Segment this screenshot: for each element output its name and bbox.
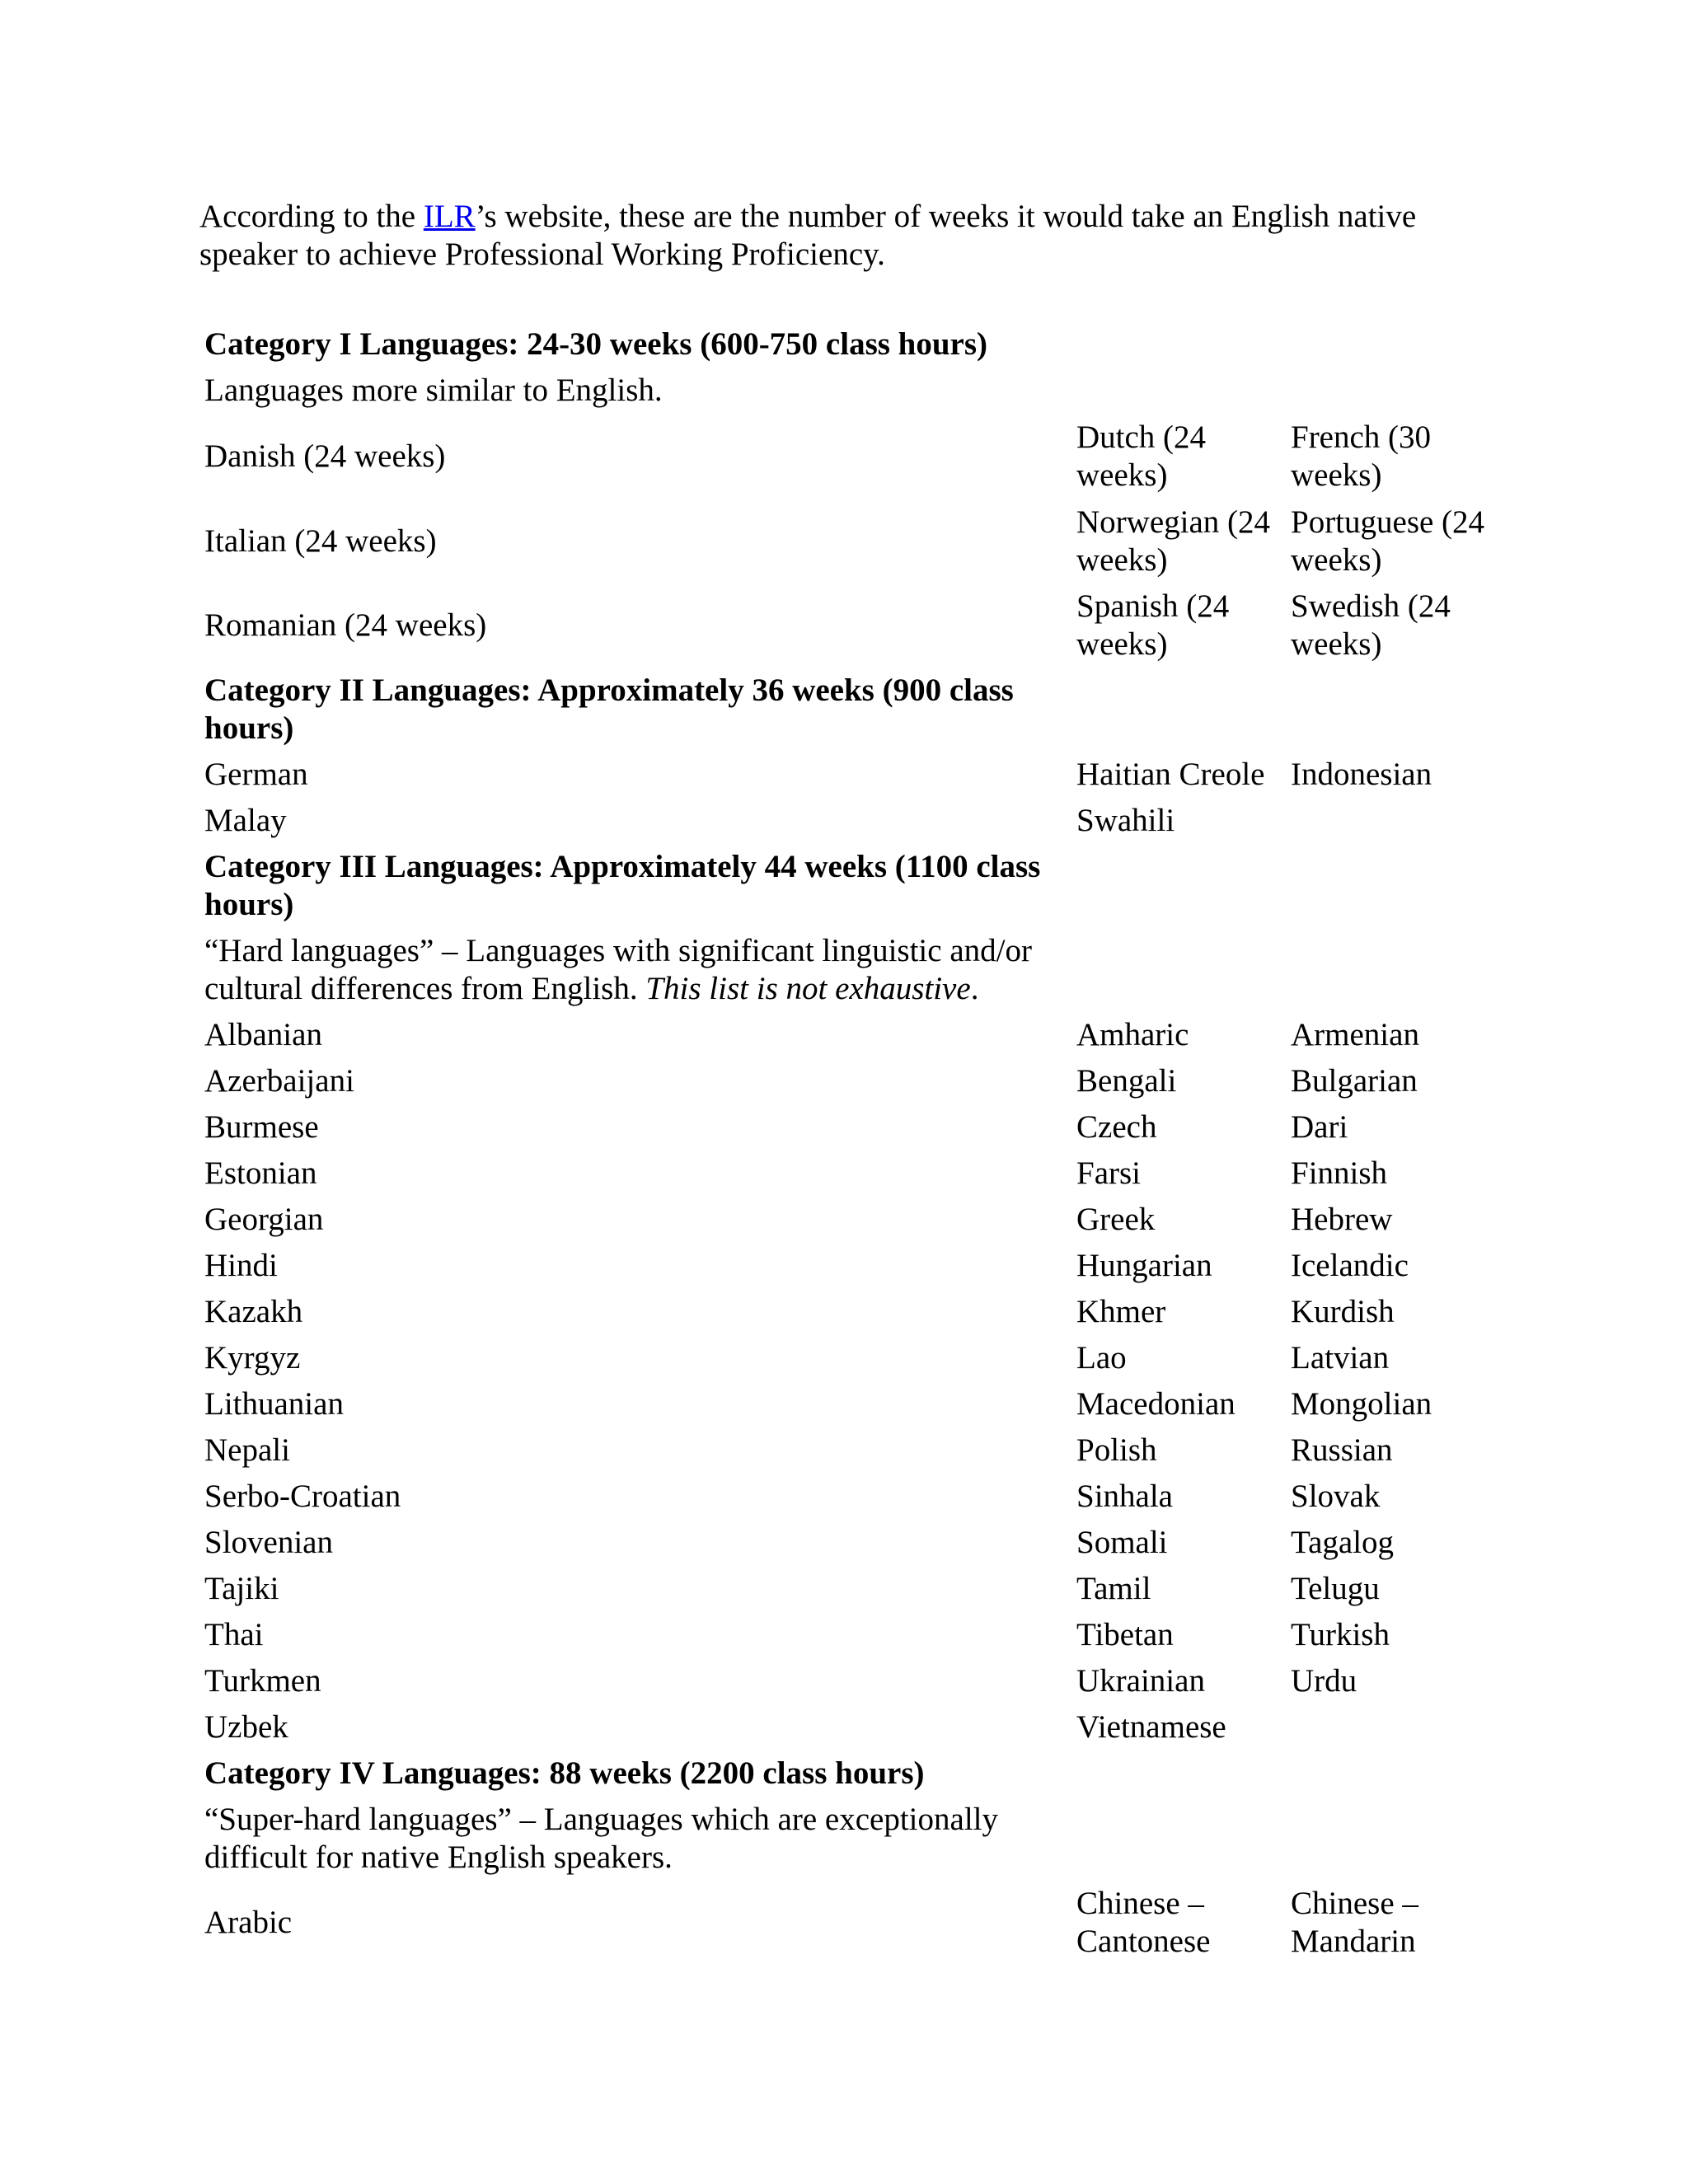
language-cell: Estonian — [204, 1155, 317, 1191]
category-1-heading: Category I Languages: 24-30 weeks (600-750 class hours) — [204, 326, 988, 362]
language-cell: Serbo-Croatian — [204, 1479, 401, 1514]
table-row — [198, 1381, 1490, 1427]
language-cell: Mongolian — [1291, 1386, 1432, 1422]
intro-paragraph — [199, 198, 1518, 274]
language-cell: Dutch (24 weeks) — [1076, 419, 1207, 493]
category-2-heading: Category II Languages: Approximately 36 weeks (900 class hours) — [204, 673, 1014, 746]
category-note-row — [198, 1797, 1490, 1881]
language-categories-table — [198, 321, 1490, 1965]
ilr-link[interactable]: ILR — [423, 199, 476, 234]
language-cell: Khmer — [1076, 1294, 1166, 1329]
table-row — [198, 1289, 1490, 1335]
language-cell: Telugu — [1291, 1571, 1380, 1606]
language-cell: Romanian (24 weeks) — [204, 607, 487, 643]
language-cell: Somali — [1076, 1525, 1168, 1560]
language-cell: Burmese — [204, 1109, 319, 1145]
language-cell: Lao — [1076, 1340, 1127, 1376]
language-cell: Kazakh — [204, 1294, 303, 1329]
language-cell: Greek — [1076, 1202, 1156, 1237]
category-3-note-end: . — [970, 971, 979, 1006]
language-cell: Tajiki — [204, 1571, 279, 1606]
language-cell: Malay — [204, 803, 287, 838]
category-heading-row — [198, 668, 1490, 752]
language-cell: Sinhala — [1076, 1479, 1173, 1514]
table-row — [198, 1058, 1490, 1104]
table-row — [198, 1474, 1490, 1520]
table-row — [198, 1704, 1490, 1750]
category-note-row — [198, 928, 1490, 1012]
language-cell — [1284, 1704, 1490, 1750]
language-cell: Chinese – Cantonese — [1076, 1886, 1211, 1959]
category-heading-row — [198, 844, 1490, 928]
language-cell: Tamil — [1076, 1571, 1151, 1606]
table-row — [198, 1104, 1490, 1151]
category-4-note: “Super-hard languages” – Languages which are exceptionally difficult for native English speakers. — [204, 1802, 998, 1875]
language-cell: Tagalog — [1291, 1525, 1395, 1560]
language-cell: Thai — [204, 1617, 264, 1652]
language-cell: Turkish — [1291, 1617, 1390, 1652]
table-row — [198, 1520, 1490, 1566]
category-note-row — [198, 368, 1490, 414]
language-cell: Dari — [1291, 1109, 1348, 1145]
table-row — [198, 752, 1490, 798]
table-row — [198, 1243, 1490, 1289]
table-row — [198, 1427, 1490, 1474]
language-cell: Slovenian — [204, 1525, 333, 1560]
language-cell: Italian (24 weeks) — [204, 523, 437, 559]
table-row — [198, 1881, 1490, 1965]
category-heading-row — [198, 1750, 1490, 1797]
category-3-heading: Category III Languages: Approximately 44 weeks (1100 class hours) — [204, 849, 1041, 922]
language-cell: Finnish — [1291, 1155, 1388, 1191]
language-cell: Ukrainian — [1076, 1663, 1205, 1699]
category-heading-row — [198, 321, 1490, 368]
language-cell: Tibetan — [1076, 1617, 1174, 1652]
language-cell: Turkmen — [204, 1663, 321, 1699]
category-3-note-text: “Hard languages” – Languages with significant linguistic and/or cultural differences from English. — [204, 933, 1032, 1006]
category-3-note — [198, 928, 1070, 1012]
language-cell: Chinese – Mandarin — [1291, 1886, 1418, 1959]
language-cell: Swahili — [1076, 803, 1175, 838]
language-cell: Swedish (24 weeks) — [1291, 588, 1451, 662]
table-row — [198, 499, 1490, 583]
language-cell: Haitian Creole — [1076, 757, 1265, 792]
language-cell: German — [204, 757, 308, 792]
table-row — [198, 1612, 1490, 1658]
table-row — [198, 1197, 1490, 1243]
language-cell: Hindi — [204, 1248, 278, 1283]
intro-text-before: According to the — [199, 199, 424, 234]
table-row — [198, 414, 1490, 499]
language-cell: Norwegian (24 weeks) — [1076, 504, 1271, 578]
language-cell — [1284, 798, 1490, 844]
language-cell: Danish (24 weeks) — [204, 438, 446, 474]
language-cell: Farsi — [1076, 1155, 1141, 1191]
table-row — [198, 583, 1490, 668]
language-cell: Slovak — [1291, 1479, 1381, 1514]
language-cell: Georgian — [204, 1202, 324, 1237]
language-cell: Russian — [1291, 1432, 1393, 1468]
language-cell: Albanian — [204, 1017, 322, 1052]
language-cell: Azerbaijani — [204, 1063, 354, 1099]
language-cell: Czech — [1076, 1109, 1157, 1145]
intro-text-after: ’s website, these are the number of weeks it would take an English native speaker to achieve Professional Working Proficiency. — [199, 199, 1417, 272]
language-cell: Bulgarian — [1291, 1063, 1418, 1099]
table-row — [198, 1335, 1490, 1381]
language-cell: Spanish (24 weeks) — [1076, 588, 1230, 662]
category-3-note-italic: This list is not exhaustive — [645, 971, 971, 1006]
language-cell: Indonesian — [1291, 757, 1432, 792]
language-cell: Kurdish — [1291, 1294, 1395, 1329]
language-cell: Bengali — [1076, 1063, 1177, 1099]
table-row — [198, 1658, 1490, 1704]
language-cell: Icelandic — [1291, 1248, 1409, 1283]
category-4-heading: Category IV Languages: 88 weeks (2200 class hours) — [204, 1755, 925, 1791]
language-cell: Arabic — [204, 1905, 293, 1940]
language-cell: Vietnamese — [1076, 1709, 1226, 1745]
language-cell: Lithuanian — [204, 1386, 344, 1422]
table-row — [198, 798, 1490, 844]
language-cell: Amharic — [1076, 1017, 1189, 1052]
language-cell: Macedonian — [1076, 1386, 1236, 1422]
language-cell: Armenian — [1291, 1017, 1419, 1052]
language-cell: Uzbek — [204, 1709, 288, 1745]
table-row — [198, 1012, 1490, 1058]
table-row — [198, 1566, 1490, 1612]
table-row — [198, 1151, 1490, 1197]
language-cell: Polish — [1076, 1432, 1157, 1468]
language-cell: Latvian — [1291, 1340, 1390, 1376]
language-cell: Kyrgyz — [204, 1340, 301, 1376]
language-cell: Hungarian — [1076, 1248, 1212, 1283]
language-cell: Hebrew — [1291, 1202, 1393, 1237]
language-cell: Urdu — [1291, 1663, 1357, 1699]
language-cell: Nepali — [204, 1432, 290, 1468]
language-cell: French (30 weeks) — [1291, 419, 1432, 493]
language-cell: Portuguese (24 weeks) — [1291, 504, 1485, 578]
category-1-note: Languages more similar to English. — [204, 373, 663, 408]
